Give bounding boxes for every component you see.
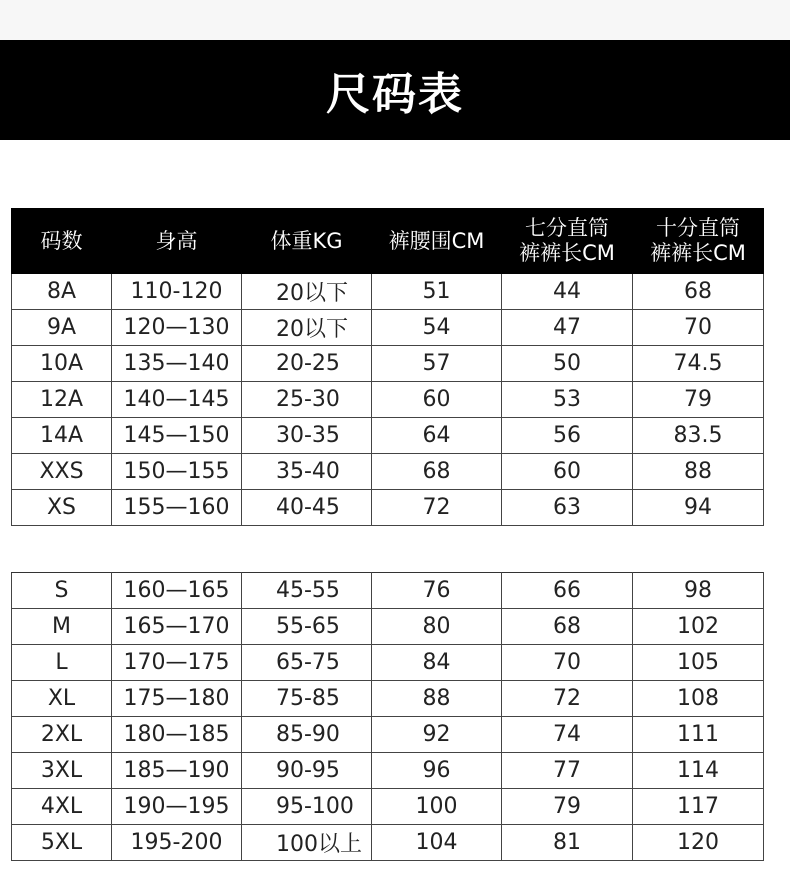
title-bar: [0, 40, 790, 140]
size-cell: S: [12, 573, 112, 609]
size-cell: 10A: [12, 346, 112, 382]
header-label: 十分直筒: [656, 216, 740, 240]
height-cell: 170—175: [112, 645, 242, 681]
size-cell: 3XL: [12, 753, 112, 789]
waist-cell: 92: [372, 717, 502, 753]
waist-cell: 57: [372, 346, 502, 382]
height-cell: 140—145: [112, 382, 242, 418]
height-cell: 110-120: [112, 274, 242, 310]
table-row: [12, 418, 764, 454]
table-row: [12, 382, 764, 418]
height-cell: 185—190: [112, 753, 242, 789]
cropped-length-cell: 81: [502, 825, 633, 861]
header-weight: [242, 209, 372, 274]
weight-cell: 45-55: [242, 573, 372, 609]
weight-cell: 100以上: [242, 825, 372, 861]
full-length-cell: 105: [633, 645, 764, 681]
page-title: 尺码表: [326, 69, 464, 120]
header-label: 码数: [40, 228, 83, 253]
height-cell: 190—195: [112, 789, 242, 825]
table-row: [12, 490, 764, 526]
waist-cell: 80: [372, 609, 502, 645]
table-row: [12, 310, 764, 346]
top-strip: [0, 0, 790, 40]
full-length-cell: 120: [633, 825, 764, 861]
height-cell: 195-200: [112, 825, 242, 861]
header-label: 身高: [155, 228, 198, 253]
height-cell: 165—170: [112, 609, 242, 645]
size-cell: M: [12, 609, 112, 645]
table-row: [12, 717, 764, 753]
full-length-cell: 83.5: [633, 418, 764, 454]
size-cell: L: [12, 645, 112, 681]
weight-cell: 30-35: [242, 418, 372, 454]
full-length-cell: 74.5: [633, 346, 764, 382]
cropped-length-cell: 66: [502, 573, 633, 609]
height-cell: 145—150: [112, 418, 242, 454]
cropped-length-cell: 79: [502, 789, 633, 825]
weight-cell: 75-85: [242, 681, 372, 717]
cropped-length-cell: 77: [502, 753, 633, 789]
cropped-length-cell: 68: [502, 609, 633, 645]
cropped-length-cell: 60: [502, 454, 633, 490]
full-length-cell: 111: [633, 717, 764, 753]
weight-cell: 55-65: [242, 609, 372, 645]
table-row: [12, 753, 764, 789]
weight-cell: 85-90: [242, 717, 372, 753]
table-row: [12, 825, 764, 861]
cropped-length-cell: 74: [502, 717, 633, 753]
table-row: [12, 789, 764, 825]
full-length-cell: 108: [633, 681, 764, 717]
cropped-length-cell: 47: [502, 310, 633, 346]
waist-cell: 68: [372, 454, 502, 490]
waist-cell: 72: [372, 490, 502, 526]
height-cell: 120—130: [112, 310, 242, 346]
full-length-cell: 102: [633, 609, 764, 645]
header-row: [12, 209, 764, 274]
height-cell: 180—185: [112, 717, 242, 753]
size-cell: 9A: [12, 310, 112, 346]
full-length-cell: 68: [633, 274, 764, 310]
full-length-cell: 114: [633, 753, 764, 789]
full-length-cell: 98: [633, 573, 764, 609]
waist-cell: 84: [372, 645, 502, 681]
weight-cell: 40-45: [242, 490, 372, 526]
weight-cell: 25-30: [242, 382, 372, 418]
height-cell: 155—160: [112, 490, 242, 526]
header-label: 裤腰围CM: [388, 228, 485, 253]
weight-cell: 65-75: [242, 645, 372, 681]
height-cell: 150—155: [112, 454, 242, 490]
waist-cell: 88: [372, 681, 502, 717]
header-height: [112, 209, 242, 274]
header-waist: [372, 209, 502, 274]
cropped-length-cell: 63: [502, 490, 633, 526]
waist-cell: 76: [372, 573, 502, 609]
full-length-cell: 94: [633, 490, 764, 526]
header-full-length: [633, 209, 764, 274]
waist-cell: 104: [372, 825, 502, 861]
size-cell: XS: [12, 490, 112, 526]
height-cell: 175—180: [112, 681, 242, 717]
size-table-adults: [11, 572, 764, 861]
table-row: [12, 454, 764, 490]
waist-cell: 100: [372, 789, 502, 825]
size-cell: 14A: [12, 418, 112, 454]
table-row: [12, 573, 764, 609]
full-length-cell: 88: [633, 454, 764, 490]
table-row: [12, 274, 764, 310]
size-cell: 8A: [12, 274, 112, 310]
weight-cell: 20以下: [242, 274, 372, 310]
size-table-children: [11, 208, 764, 526]
header-label: 体重KG: [270, 228, 343, 253]
height-cell: 135—140: [112, 346, 242, 382]
full-length-cell: 117: [633, 789, 764, 825]
waist-cell: 51: [372, 274, 502, 310]
table-row: [12, 645, 764, 681]
waist-cell: 60: [372, 382, 502, 418]
weight-cell: 20-25: [242, 346, 372, 382]
height-cell: 160—165: [112, 573, 242, 609]
full-length-cell: 79: [633, 382, 764, 418]
table-row: [12, 609, 764, 645]
cropped-length-cell: 44: [502, 274, 633, 310]
weight-cell: 35-40: [242, 454, 372, 490]
waist-cell: 96: [372, 753, 502, 789]
cropped-length-cell: 56: [502, 418, 633, 454]
size-cell: 2XL: [12, 717, 112, 753]
full-length-cell: 70: [633, 310, 764, 346]
weight-cell: 90-95: [242, 753, 372, 789]
cropped-length-cell: 70: [502, 645, 633, 681]
size-cell: XXS: [12, 454, 112, 490]
waist-cell: 54: [372, 310, 502, 346]
size-cell: 12A: [12, 382, 112, 418]
table-row: [12, 346, 764, 382]
table-row: [12, 681, 764, 717]
header-cropped-length: [502, 209, 633, 274]
weight-cell: 20以下: [242, 310, 372, 346]
cropped-length-cell: 50: [502, 346, 633, 382]
weight-cell: 95-100: [242, 789, 372, 825]
size-cell: 4XL: [12, 789, 112, 825]
cropped-length-cell: 72: [502, 681, 633, 717]
header-size: [12, 209, 112, 274]
cropped-length-cell: 53: [502, 382, 633, 418]
size-cell: 5XL: [12, 825, 112, 861]
waist-cell: 64: [372, 418, 502, 454]
header-label: 裤裤长CM: [650, 241, 746, 265]
size-cell: XL: [12, 681, 112, 717]
header-label: 裤裤长CM: [519, 241, 615, 265]
header-label: 七分直筒: [525, 216, 609, 240]
